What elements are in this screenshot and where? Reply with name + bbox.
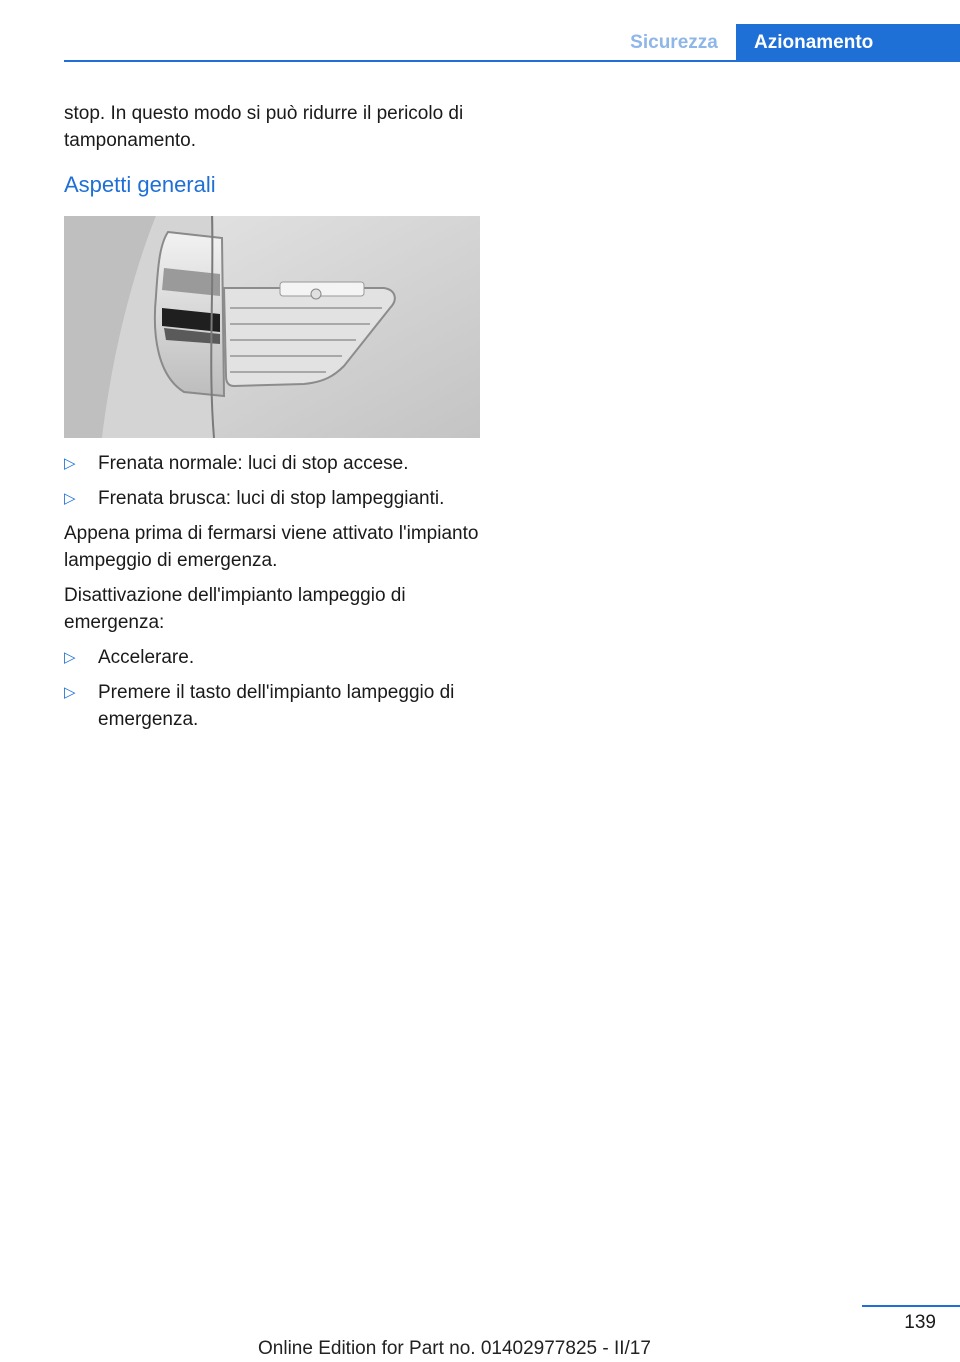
- triangle-bullet-icon: ▷: [64, 455, 76, 472]
- page-number: 139: [904, 1312, 936, 1333]
- triangle-bullet-icon: ▷: [64, 684, 76, 701]
- section-heading: Aspetti generali: [64, 172, 216, 197]
- braking-list: [64, 450, 484, 512]
- list-item-text: Accelerare.: [98, 647, 195, 668]
- triangle-bullet-icon: ▷: [64, 490, 76, 507]
- footer-rule: [862, 1305, 960, 1307]
- main-content: [64, 100, 484, 741]
- tail-light-illustration: [64, 216, 480, 438]
- hazard-deactivation-paragraph: Disattivazione dell'impianto lampeggio di emergenza:: [64, 585, 406, 633]
- list-item-text: Frenata normale: luci di stop accese.: [98, 453, 409, 474]
- header-chapter-tab[interactable]: Azionamento: [736, 24, 960, 62]
- list-item: [64, 450, 484, 477]
- list-item: [64, 679, 484, 733]
- deactivate-list: [64, 644, 484, 733]
- list-item-text: Frenata brusca: luci di stop lampeggianti.: [98, 488, 445, 509]
- header-section-tab[interactable]: Sicurezza: [630, 32, 718, 53]
- list-item-text: Premere il tasto dell'impianto lampeggio di emergenza.: [98, 682, 455, 730]
- triangle-bullet-icon: ▷: [64, 649, 76, 666]
- tail-light-image: [64, 216, 480, 438]
- intro-paragraph: stop. In questo modo si può ridurre il pericolo di tamponamento.: [64, 103, 464, 151]
- list-item: [64, 644, 484, 671]
- footer-edition-text: Online Edition for Part no. 01402977825 - II/17: [258, 1338, 651, 1359]
- hazard-activation-paragraph: Appena prima di fermarsi viene attivato l'impianto lampeggio di emergenza.: [64, 523, 479, 571]
- list-item: [64, 485, 484, 512]
